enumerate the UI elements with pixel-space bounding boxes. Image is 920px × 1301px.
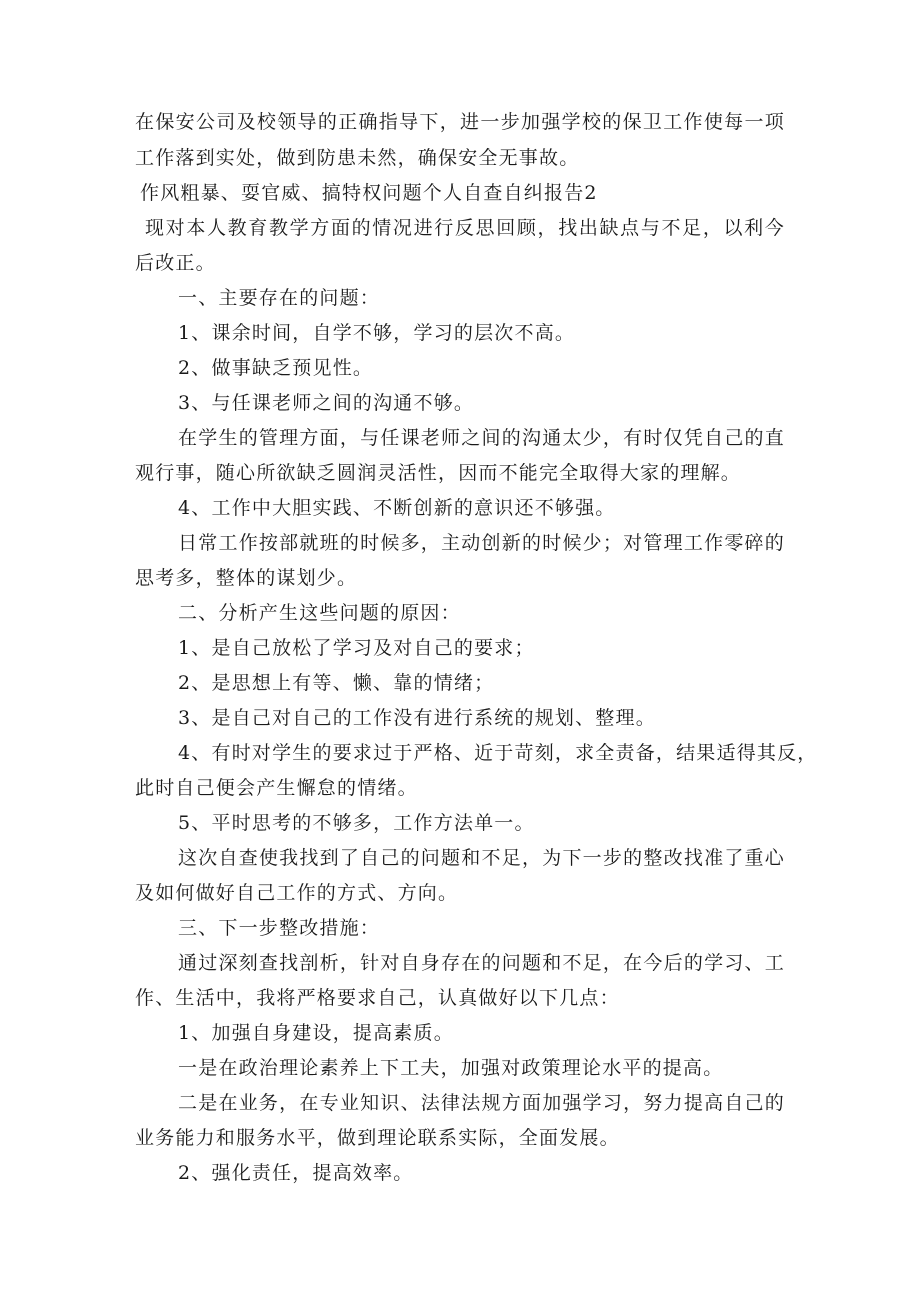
paragraph-line: 此时自己便会产生懈怠的情绪。 [135, 777, 418, 799]
list-item: 1、课余时间，自学不够，学习的层次不高。 [178, 322, 576, 344]
list-item: 4、工作中大胆实践、不断创新的意识还不够强。 [178, 497, 616, 519]
section-heading: 三、下一步整改措施： [178, 917, 381, 939]
list-item: 2、做事缺乏预见性。 [178, 357, 374, 379]
list-item: 1、是自己放松了学习及对自己的要求； [178, 637, 535, 659]
list-item: 2、是思想上有等、懒、靠的情绪； [178, 672, 495, 694]
list-item: 2、强化责任，提高效率。 [178, 1162, 414, 1184]
paragraph-line: 通过深刻查找剖析，针对自身存在的问题和不足，在今后的学习、工 [178, 952, 785, 974]
paragraph-line: 在保安公司及校领导的正确指导下，进一步加强学校的保卫工作使每一项 [135, 111, 785, 133]
paragraph-line: 在学生的管理方面，与任课老师之间的沟通太少，有时仅凭自己的直 [178, 427, 785, 449]
paragraph-line: 及如何做好自己工作的方式、方向。 [135, 882, 459, 904]
paragraph-line: 业务能力和服务水平，做到理论联系实际，全面发展。 [135, 1127, 620, 1149]
list-item: 3、是自己对自己的工作没有进行系统的规划、整理。 [178, 707, 656, 729]
paragraph-line: 后改正。 [135, 252, 216, 274]
paragraph-line: 二是在业务，在专业知识、法律法规方面加强学习，努力提高自己的 [178, 1092, 785, 1114]
paragraph-line: 这次自查使我找到了自己的问题和不足，为下一步的整改找准了重心 [178, 847, 785, 869]
list-item: 3、与任课老师之间的沟通不够。 [178, 392, 475, 414]
list-item: 1、加强自身建设，提高素质。 [178, 1022, 454, 1044]
paragraph-line: 一是在政治理论素养上下工夫，加强对政策理论水平的提高。 [178, 1057, 724, 1079]
paragraph-line: 观行事，随心所欲缺乏圆润灵活性，因而不能完全取得大家的理解。 [135, 462, 742, 484]
paragraph-line: 工作落到实处，做到防患未然，确保安全无事故。 [135, 147, 580, 169]
list-item: 4、有时对学生的要求过于严格、近于苛刻，求全责备，结果适得其反， [178, 742, 818, 764]
list-item: 5、平时思考的不够多，工作方法单一。 [178, 812, 535, 834]
section-heading: 二、分析产生这些问题的原因： [178, 602, 461, 624]
section-heading: 一、主要存在的问题： [178, 287, 381, 309]
paragraph-line: 思考多，整体的谋划少。 [135, 567, 358, 589]
paragraph-line: 日常工作按部就班的时候多，主动创新的时候少；对管理工作零碎的 [178, 532, 785, 554]
paragraph-line: 现对本人教育教学方面的情况进行反思回顾，找出缺点与不足，以利今 [145, 217, 785, 239]
paragraph-line: 作、生活中，我将严格要求自己，认真做好以下几点： [135, 987, 620, 1009]
section-title: 作风粗暴、耍官威、搞特权问题个人自查自纠报告2 [140, 182, 598, 204]
